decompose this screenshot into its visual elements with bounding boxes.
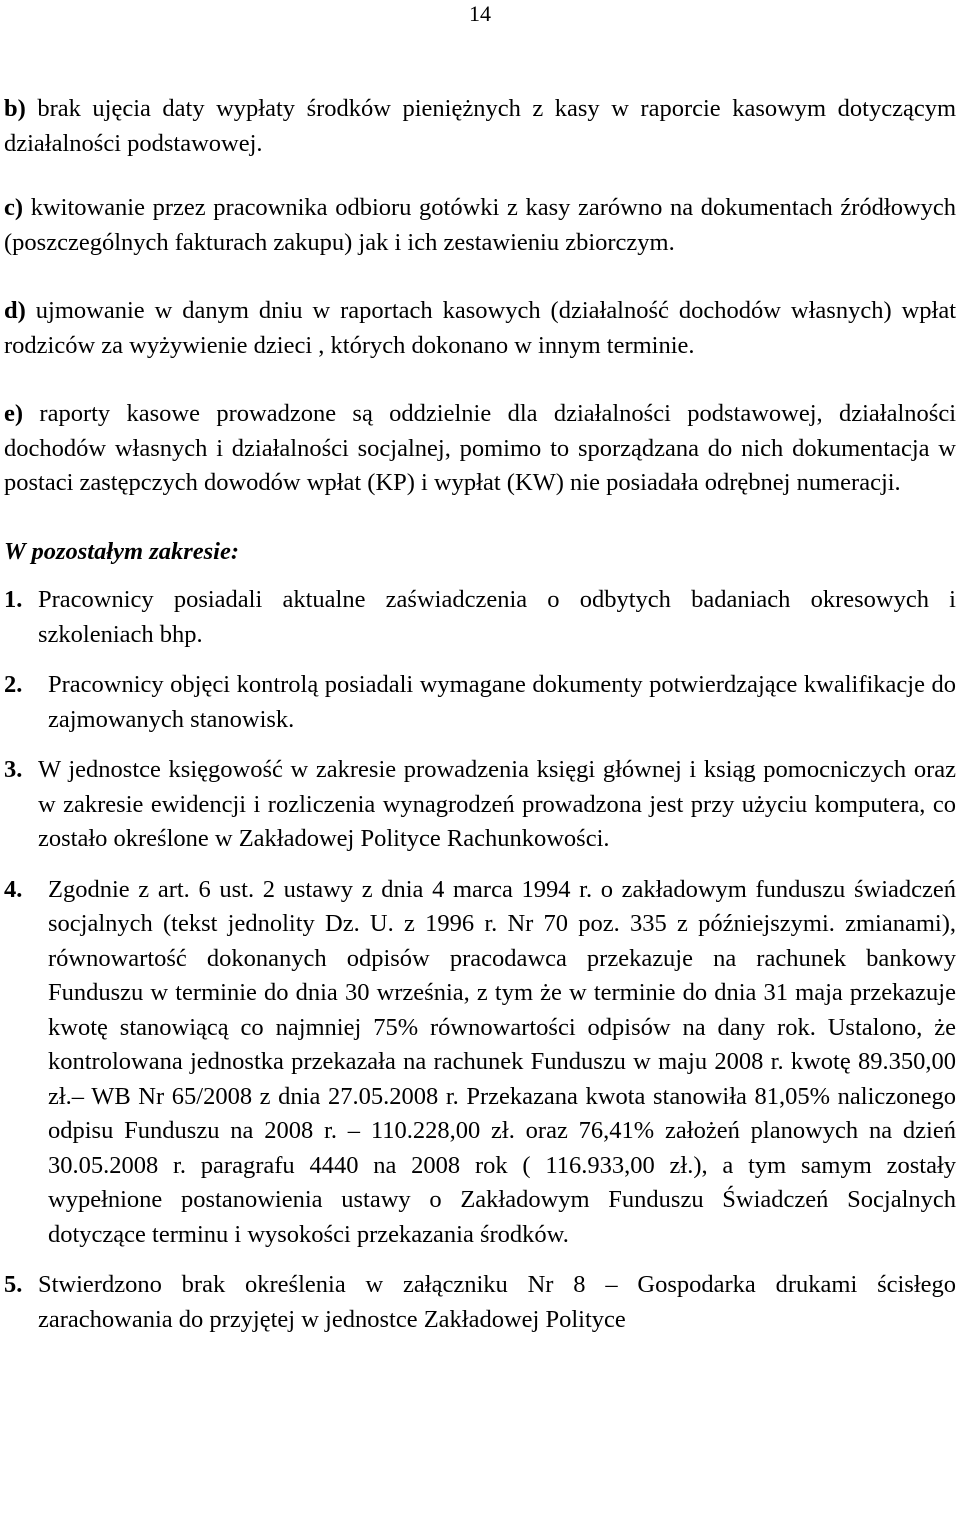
numbered-item-5: [4, 1268, 956, 1337]
paragraph-e: [4, 397, 956, 501]
item-number: 5.: [4, 1271, 23, 1298]
paragraph-marker: d): [4, 297, 26, 324]
paragraph-c: [4, 191, 956, 260]
section-heading: W pozostałym zakresie:: [4, 537, 240, 565]
item-text: Zgodnie z art. 6 ust. 2 ustawy z dnia 4 marca 1994 r. o zakładowym funduszu świadczeń socjalnych (tekst jednolity Dz. U. z 1996 r. Nr 70 poz. 335 z późniejszymi. zmianami), równowartość dokonanych odpisów pracodawca przekazuje na rachunek bankowy Funduszu w terminie do dnia 30 września, z tym że w terminie do dnia 31 maja przekazuje kwotę stanowiącą co najmniej 75% równowartości odpisów na dany rok. Ustalono, że kontrolowana jednostka przekazała na rachunek Funduszu w maju 2008 r. kwotę 89.350,00 zł.– WB Nr 65/2008 z dnia 27.05.2008 r. Przekazana kwota stanowiła 81,05% naliczonego odpisu Funduszu na 2008 r. – 110.228,00 zł. oraz 76,41% założeń planowych na dzień 30.05.2008 r. paragrafu 4440 na 2008 rok ( 116.933,00 zł.), a tym samym zostały wypełnione postanowienia ustawy o Zakładowym Funduszu Świadczeń Socjalnych dotyczące terminu i wysokości przekazania środków.: [48, 875, 956, 1248]
numbered-item-2: [4, 668, 956, 737]
item-text: Pracownicy posiadali aktualne zaświadczenia o odbytych badaniach okresowych i szkoleniach bhp.: [38, 586, 956, 648]
paragraph-marker: c): [4, 194, 24, 221]
numbered-item-1: [4, 583, 956, 652]
item-number: 3.: [4, 756, 23, 783]
numbered-item-3: [4, 753, 956, 857]
item-text: Stwierdzono brak określenia w załączniku Nr 8 – Gospodarka drukami ścisłego zarachowania do przyjętej w jednostce Zakładowej Polityce: [38, 1271, 956, 1333]
paragraph-text: brak ujęcia daty wypłaty środków pieniężnych z kasy w raporcie kasowym dotyczącym działalności podstawowej.: [4, 95, 957, 157]
page-number: 14: [469, 1, 491, 26]
paragraph-b: [4, 92, 956, 161]
numbered-item-4: [4, 873, 956, 1253]
item-text: Pracownicy objęci kontrolą posiadali wymagane dokumenty potwierdzające kwalifikacje do zajmowanych stanowisk.: [48, 671, 956, 733]
paragraph-marker: e): [4, 400, 24, 427]
item-number: 2.: [4, 671, 23, 698]
item-text: W jednostce księgowość w zakresie prowadzenia księgi głównej i ksiąg pomocniczych oraz w zakresie ewidencji i rozliczenia wynagrodzeń prowadzona jest przy użyciu komputera, co zostało określone w Zakładowej Polityce Rachunkowości.: [38, 756, 956, 852]
paragraph-text: kwitowanie przez pracownika odbioru gotówki z kasy zarówno na dokumentach źródłowych (poszczególnych fakturach zakupu) jak i ich zestawieniu zbiorczym.: [4, 194, 957, 256]
document-body: [4, 92, 956, 1353]
paragraph-text: ujmowanie w danym dniu w raportach kasowych (działalność dochodów własnych) wpłat rodziców za wyżywienie dzieci , których dokonano w innym terminie.: [4, 297, 957, 359]
item-number: 4.: [4, 875, 23, 903]
paragraph-d: [4, 294, 956, 363]
paragraph-text: raporty kasowe prowadzone są oddzielnie dla działalności podstawowej, działalności dochodów własnych i działalności socjalnej, pomimo to sporządzana do nich dokumentacja w postaci zastępczych dowodów wpłat (KP) i wypłat (KW) nie posiadała odrębnej numeracji.: [4, 400, 956, 496]
paragraph-marker: b): [4, 95, 26, 122]
item-number: 1.: [4, 586, 23, 613]
